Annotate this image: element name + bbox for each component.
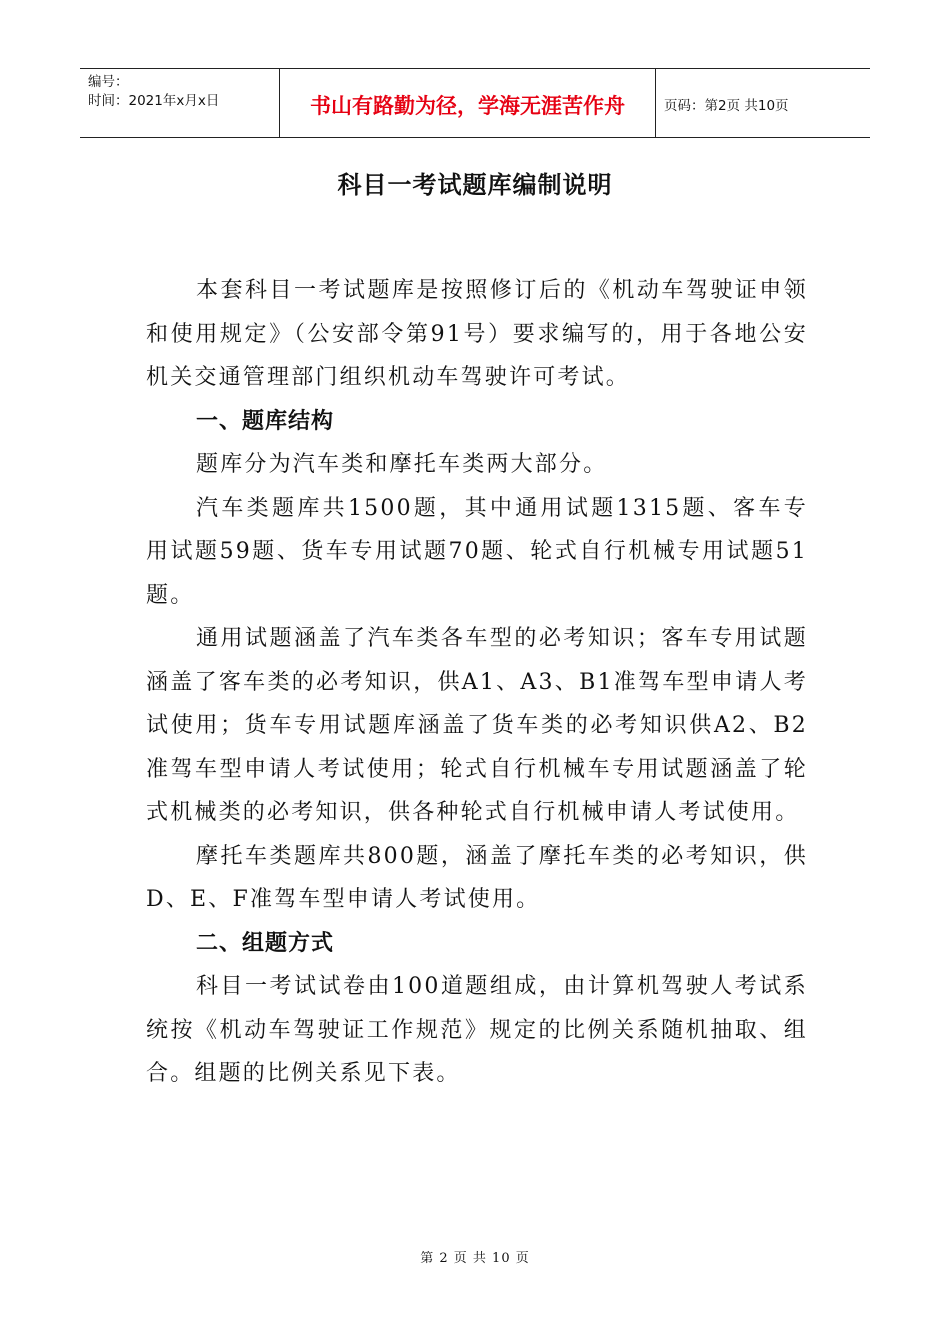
section-heading-method: 二、组题方式 <box>196 930 335 956</box>
paragraph-car-bank: 汽车类题库共1500题，其中通用试题1315题、客车专用试题59题、货车专用试题70题、轮式自行机械专用试题51题。 <box>146 495 808 608</box>
paragraph-motorcycle-bank: 摩托车类题库共800题，涵盖了摩托车类的必考知识，供D、E、F准驾车型申请人考试使用。 <box>146 843 808 912</box>
paragraph-parts: 题库分为汽车类和摩托车类两大部分。 <box>196 452 608 477</box>
page-footer: 第 2 页 共 10 页 <box>420 1251 530 1266</box>
paragraph-intro: 本套科目一考试题库是按照修订后的《机动车驾驶证申领和使用规定》（公安部令第91号）要求编写的，用于各地公安机关交通管理部门组织机动车驾驶许可考试。 <box>146 278 808 390</box>
paragraph-coverage: 通用试题涵盖了汽车类各车型的必考知识；客车专用试题涵盖了客车类的必考知识，供A1、A3、B1准驾车型申请人考试使用；货车专用试题库涵盖了货车类的必考知识供A2、B2准驾车型申请人考试使用；轮式自行机械车专用试题涵盖了轮式机械类的必考知识，供各种轮式自行机械申请人考试使用。 <box>146 626 808 825</box>
paragraph-method: 科目一考试试卷由100道题组成，由计算机驾驶人考试系统按《机动车驾驶证工作规范》规定的比例关系随机抽取、组合。组题的比例关系见下表。 <box>146 974 808 1086</box>
page-header <box>80 68 870 138</box>
document-body <box>146 269 808 1096</box>
document-title: 科目一考试题库编制说明 <box>337 171 613 199</box>
code-label: 编号： <box>88 74 129 90</box>
section-heading-structure: 一、题库结构 <box>196 408 335 434</box>
header-page-info: 页码：第2页 共10页 <box>664 98 789 114</box>
header-meta <box>80 69 280 137</box>
time-label: 时间：2021年x月x日 <box>88 93 220 109</box>
header-motto: 书山有路勤为径，学海无涯苦作舟 <box>280 69 656 137</box>
